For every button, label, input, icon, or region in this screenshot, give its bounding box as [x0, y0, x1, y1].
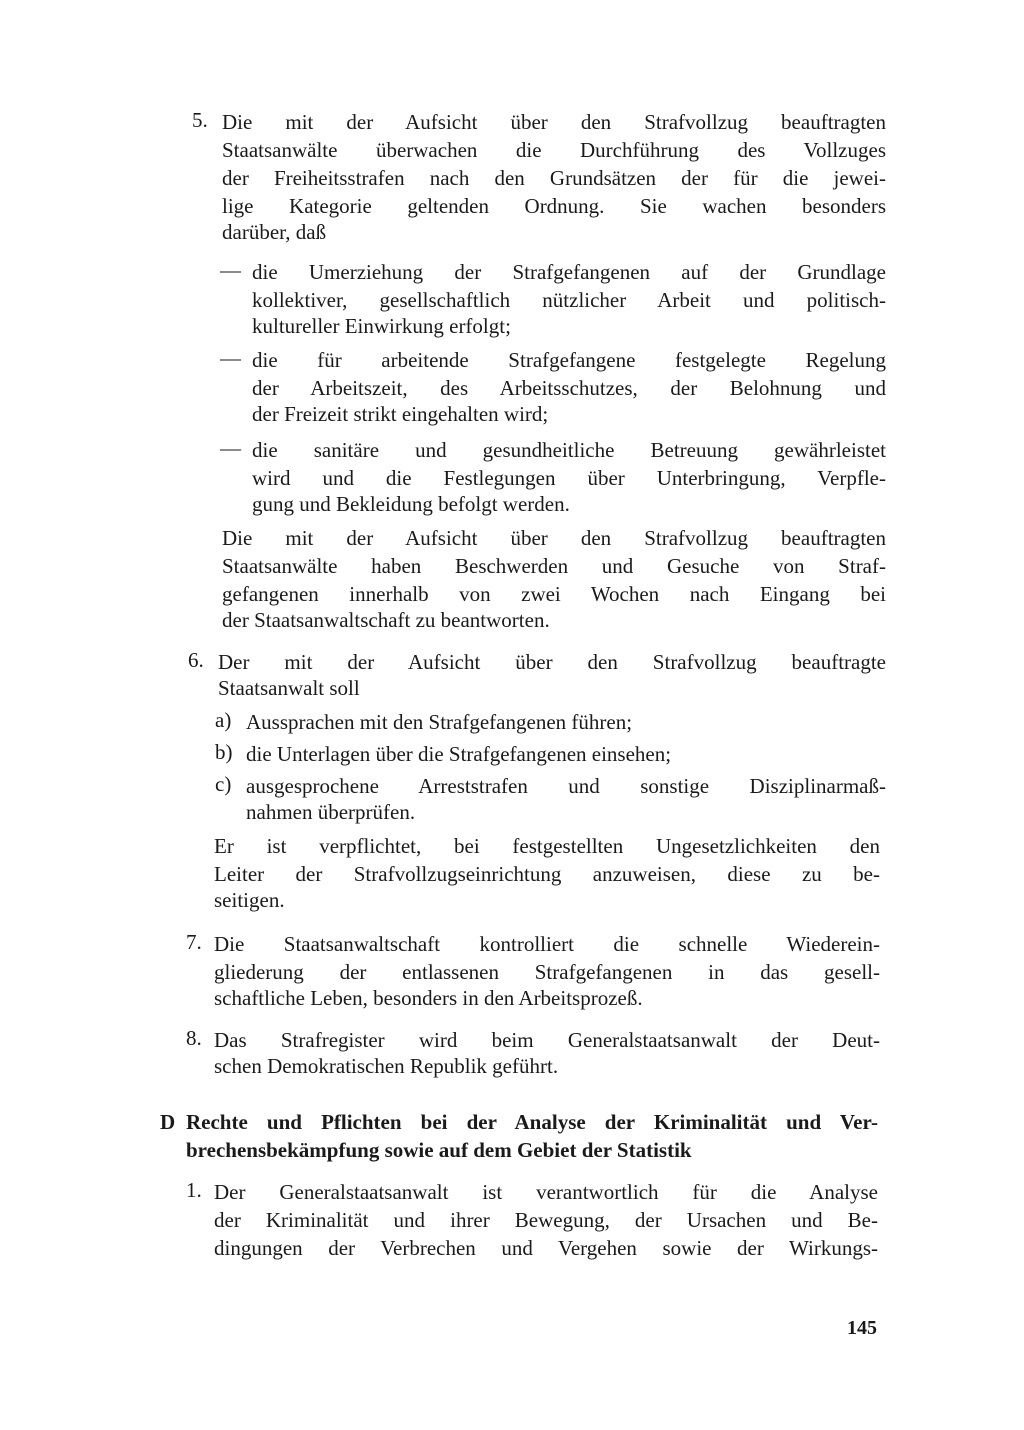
item-7-number: 7.: [186, 930, 202, 954]
bullet-line: der Freizeit strikt eingehalten wird;: [252, 402, 549, 426]
subitem-label: b): [215, 740, 233, 764]
subitem-label: c): [215, 772, 232, 796]
bullet-line: der Arbeitszeit, des Arbeitsschutzes, der Belohnung und: [252, 376, 886, 400]
item-5-line: darüber, daß: [222, 220, 327, 244]
item-6-number: 6.: [188, 648, 204, 672]
bullet-line: kultureller Einwirkung erfolgt;: [252, 314, 511, 338]
bullet-line: gung und Bekleidung befolgt werden.: [252, 492, 570, 516]
item-8-number: 8.: [186, 1026, 202, 1050]
item-5-closing-line: Die mit der Aufsicht über den Strafvollzug beauftragten: [222, 526, 886, 550]
item-7-line: Die Staatsanwaltschaft kontrolliert die schnelle Wiederein-: [214, 932, 880, 956]
item-7-line: schaftliche Leben, besonders in den Arbeitsprozeß.: [214, 986, 643, 1010]
subitem-line: nahmen überprüfen.: [246, 800, 416, 824]
item-5-line: Die mit der Aufsicht über den Strafvollzug beauftragten: [222, 110, 886, 134]
item-7-line: gliederung der entlassenen Strafgefangenen in das gesell-: [214, 960, 880, 984]
bullet-dash: —: [220, 258, 241, 282]
subitem-line: ausgesprochene Arreststrafen und sonstige Disziplinarmaß-: [246, 774, 886, 798]
item-8-line: schen Demokratischen Republik geführt.: [214, 1054, 559, 1078]
item-5-line: Staatsanwälte überwachen die Durchführung des Vollzuges: [222, 138, 886, 162]
bullet-line: die für arbeitende Strafgefangene festgelegte Regelung: [252, 348, 886, 372]
bullet-dash: —: [220, 436, 241, 460]
section-heading: Rechte und Pflichten bei der Analyse der Kriminalität und Ver-: [186, 1110, 878, 1134]
page-number: 145: [847, 1317, 877, 1339]
item-5-closing-line: Staatsanwälte haben Beschwerden und Gesuche von Straf-: [222, 554, 886, 578]
bullet-line: kollektiver, gesellschaftlich nützlicher Arbeit und politisch-: [252, 288, 886, 312]
section-letter: D: [160, 1110, 176, 1134]
section-heading: brechensbekämpfung sowie auf dem Gebiet der Statistik: [186, 1138, 692, 1162]
item-5-closing-line: gefangenen innerhalb von zwei Wochen nach Eingang bei: [222, 582, 886, 606]
item-6-closing-line: Er ist verpflichtet, bei festgestellten Ungesetzlichkeiten den: [214, 834, 880, 858]
bullet-line: die Umerziehung der Strafgefangenen auf der Grundlage: [252, 260, 886, 284]
item-6-closing-line: seitigen.: [214, 888, 285, 912]
section-d-item-1-number: 1.: [186, 1178, 202, 1202]
section-d-item-1-line: Der Generalstaatsanwalt ist verantwortlich für die Analyse: [214, 1180, 878, 1204]
section-d-item-1-line: dingungen der Verbrechen und Vergehen sowie der Wirkungs-: [214, 1236, 878, 1260]
bullet-dash: —: [220, 346, 241, 370]
item-5-closing-line: der Staatsanwaltschaft zu beantworten.: [222, 608, 550, 632]
item-5-number: 5.: [192, 108, 208, 132]
subitem-line: Aussprachen mit den Strafgefangenen führen;: [246, 710, 633, 734]
subitem-line: die Unterlagen über die Strafgefangenen einsehen;: [246, 742, 672, 766]
subitem-label: a): [215, 708, 232, 732]
item-6-closing-line: Leiter der Strafvollzugseinrichtung anzuweisen, diese zu be-: [214, 862, 880, 886]
item-6-line: Der mit der Aufsicht über den Strafvollzug beauftragte: [218, 650, 886, 674]
item-5-line: der Freiheitsstrafen nach den Grundsätzen der für die jewei-: [222, 166, 886, 190]
bullet-line: wird und die Festlegungen über Unterbringung, Verpfle-: [252, 466, 886, 490]
section-d-item-1-line: der Kriminalität und ihrer Bewegung, der Ursachen und Be-: [214, 1208, 878, 1232]
bullet-line: die sanitäre und gesundheitliche Betreuung gewährleistet: [252, 438, 886, 462]
item-8-line: Das Strafregister wird beim Generalstaatsanwalt der Deut-: [214, 1028, 880, 1052]
item-5-line: lige Kategorie geltenden Ordnung. Sie wachen besonders: [222, 194, 886, 218]
item-6-line: Staatsanwalt soll: [218, 676, 360, 700]
